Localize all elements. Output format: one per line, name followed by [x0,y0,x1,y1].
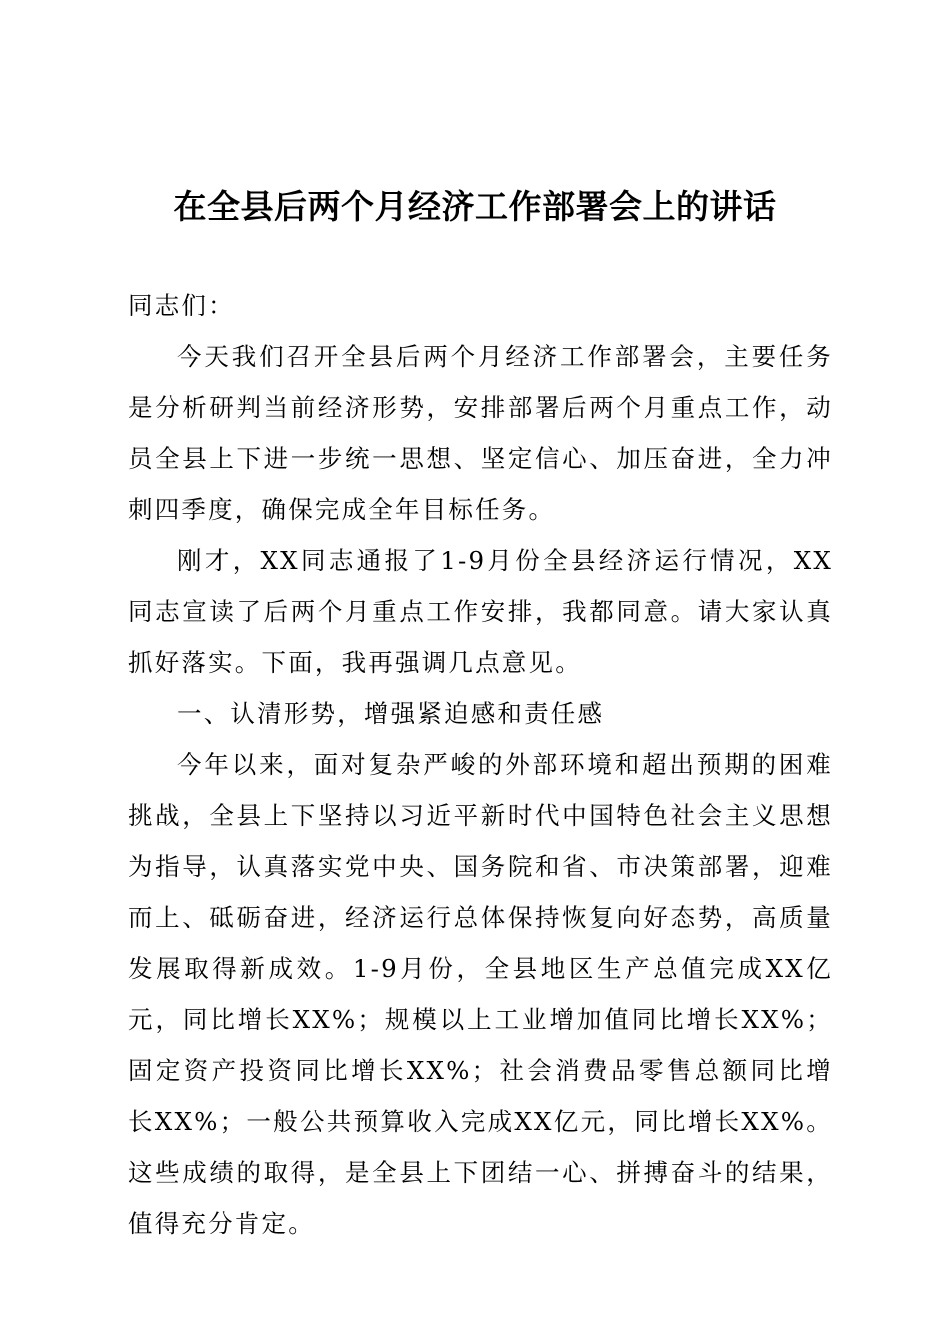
salutation: 同志们： [128,291,235,320]
section-heading-1: 一、认清形势，增强紧迫感和责任感 [177,699,605,728]
paragraph-report: 刚才，XX同志通报了1-9月份全县经济运行情况，XX同志宣读了后两个月重点工作安排，我都同意。请大家认真抓好落实。下面，我再强调几点意见。 [128,546,833,677]
page-title: 在全县后两个月经济工作部署会上的讲话 [173,187,777,226]
paragraph-opening: 今天我们召开全县后两个月经济工作部署会，主要任务是分析研判当前经济形势，安排部署后两个月重点工作，动员全县上下进一步统一思想、坚定信心、加压奋进，全力冲刺四季度，确保完成全年目标任务。 [128,342,833,524]
paragraph-achievements: 今年以来，面对复杂严峻的外部环境和超出预期的困难挑战，全县上下坚持以习近平新时代中国特色社会主义思想为指导，认真落实党中央、国务院和省、市决策部署，迎难而上、砥砺奋进，经济运行总体保持恢复向好态势，高质量发展取得新成效。1-9月份，全县地区生产总值完成XX亿元，同比增长XX%；规模以上工业增加值同比增长XX%；固定资产投资同比增长XX%；社会消费品零售总额同比增长XX%；一般公共预算收入完成XX亿元，同比增长XX%。这些成绩的取得，是全县上下团结一心、拼搏奋斗的结果，值得充分肯定。 [128,750,833,1238]
document-body [128,280,833,1249]
